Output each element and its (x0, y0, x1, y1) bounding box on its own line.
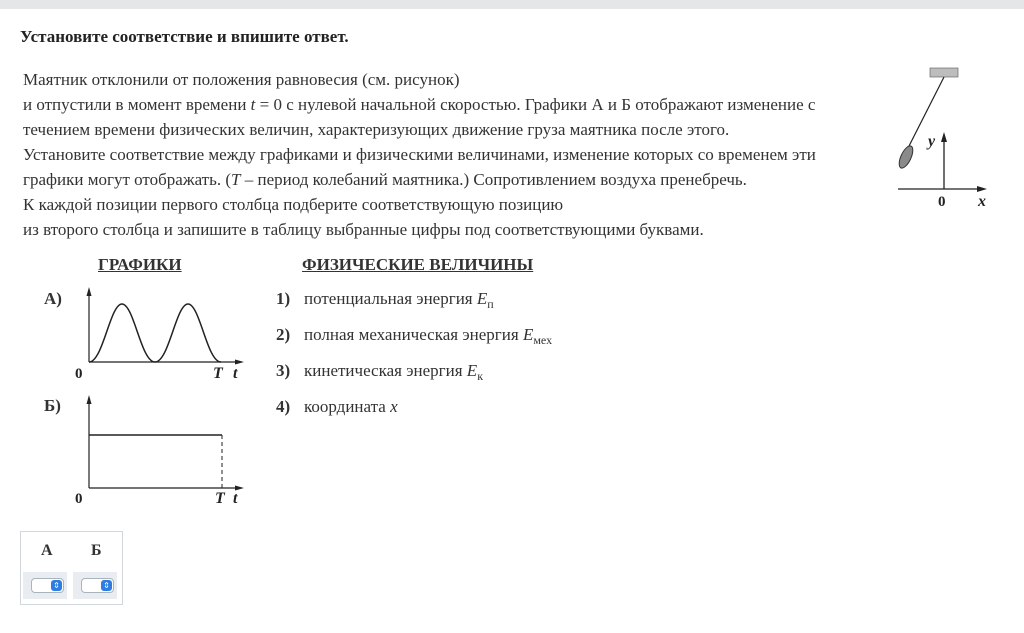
task-heading: Установите соответствие и впишите ответ. (20, 27, 349, 46)
graph-a-origin: 0 (75, 366, 83, 382)
pendulum-string (907, 77, 944, 150)
answer-select-b[interactable] (81, 578, 114, 593)
graph-a-t-arrow (235, 360, 244, 365)
task-line-4: Установите соответствие между графиками и физическими величинами, изменение которых со временем эти (23, 145, 816, 164)
quantities-title: ФИЗИЧЕСКИЕ ВЕЛИЧИНЫ (302, 255, 534, 274)
graph-a-y-arrow (87, 287, 92, 296)
option-4-text: координата x (304, 397, 398, 416)
graph-b-origin: 0 (75, 491, 83, 507)
task-line-6: К каждой позиции первого столбца подберите соответствующую позицию (23, 195, 564, 214)
task-line-7: из второго столбца и запишите в таблицу выбранные цифры под соответствующими буквами. (23, 220, 704, 239)
graph-b-letter: Б) (44, 396, 61, 415)
graph-a-letter: А) (44, 289, 62, 308)
y-axis-label: y (928, 133, 936, 150)
select-arrows-icon: ⇕ (101, 580, 112, 591)
option-4-number: 4) (276, 397, 291, 416)
select-arrows-icon: ⇕ (51, 580, 62, 591)
task-line-3: течением времени физических величин, характеризующих движение груза маятника после этого. (23, 120, 730, 139)
option-3-text: кинетическая энергия $E_к$ (304, 361, 484, 383)
graph-b (70, 390, 250, 510)
option-2-number: 2) (276, 325, 291, 344)
x-axis-label: x (978, 193, 986, 210)
graphs-title: ГРАФИКИ (98, 255, 182, 274)
top-bar (0, 0, 1024, 9)
answer-cell-b (73, 572, 117, 599)
option-1-text: потенциальная энергия $E_п$ (304, 289, 494, 311)
graph-a (70, 283, 250, 383)
origin-label: 0 (938, 194, 946, 210)
task-line-1: Маятник отклонили от положения равновесия (см. рисунок) (23, 70, 460, 89)
pendulum-bob (896, 144, 915, 170)
graph-a-t-label: t (233, 365, 238, 382)
option-1-number: 1) (276, 289, 291, 308)
answer-select-a[interactable] (31, 578, 64, 593)
answer-table (20, 531, 123, 605)
answer-cell-a (23, 572, 67, 599)
option-2-text: полная механическая энергия $E_{мех}$ (304, 325, 553, 347)
option-3-number: 3) (276, 361, 291, 380)
task-line-2: и отпустили в момент времени t = 0 с нулевой начальной скоростью. Графики А и Б отображают изменение с (23, 95, 816, 114)
answer-header-a: А (41, 542, 53, 559)
graph-b-period-label: T (215, 490, 225, 507)
graph-b-y-arrow (87, 395, 92, 404)
task-line-5: графики могут отображать. (T – период колебаний маятника.) Сопротивлением воздуха пренебречь. (23, 170, 747, 189)
graph-a-period-label: T (213, 365, 223, 382)
pendulum-ceiling (930, 68, 958, 77)
pendulum-figure (890, 62, 1000, 212)
answer-header-b: Б (91, 542, 102, 559)
y-axis-arrow (941, 132, 947, 142)
graph-a-curve (89, 304, 221, 362)
x-axis-arrow (977, 186, 987, 192)
graph-b-t-label: t (233, 490, 238, 507)
